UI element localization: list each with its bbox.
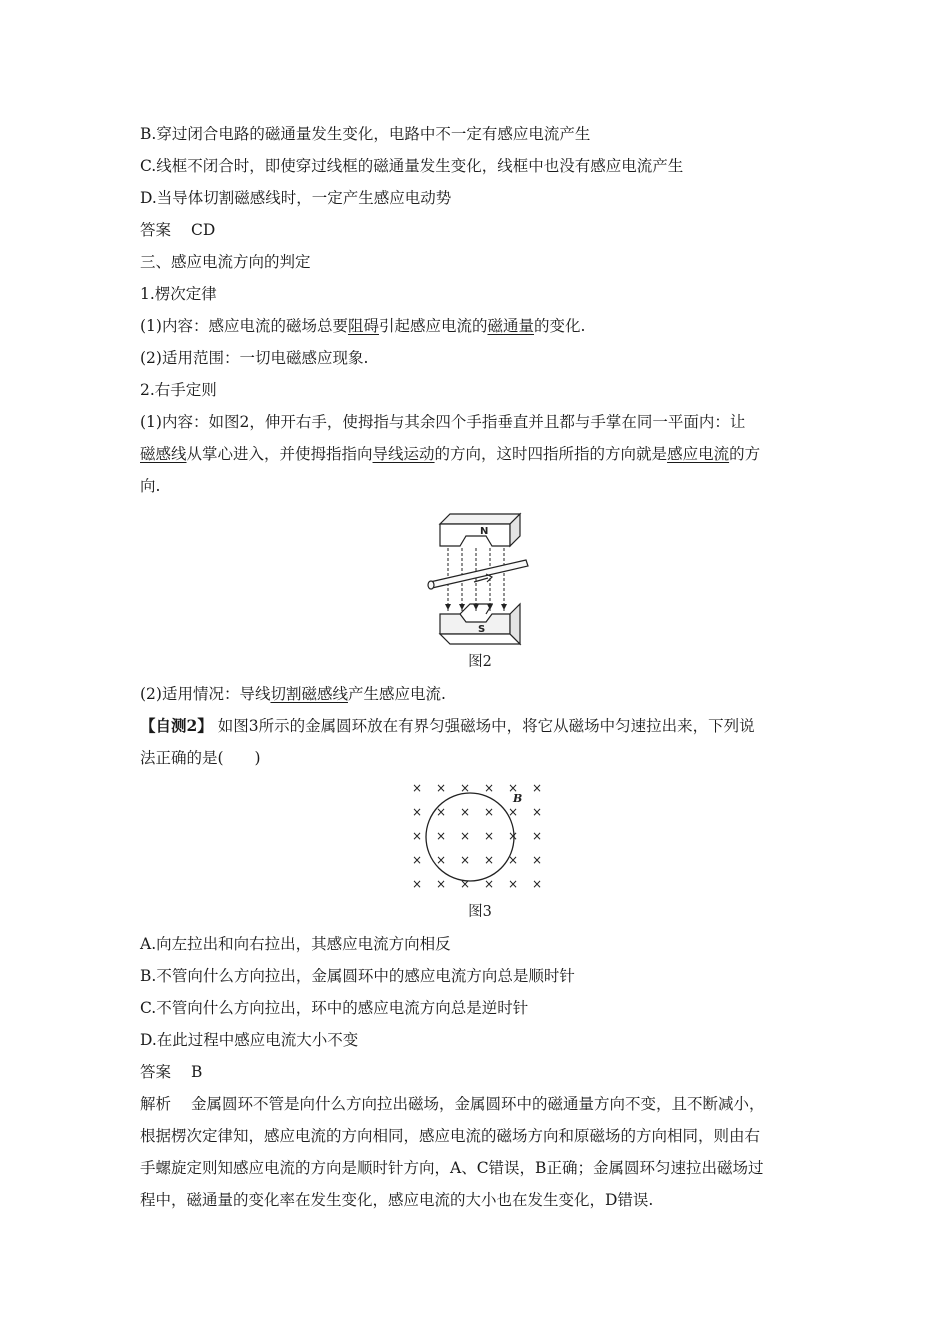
field-cross-mark: × [460,853,471,867]
underlined-term: 磁通量 [487,317,535,335]
field-cross-mark: × [436,805,447,819]
underlined-term: 阻碍 [347,317,379,335]
magnet-conductor-diagram [140,510,820,646]
q1-answer [140,214,820,246]
right-hand-content-line1: (1)内容：如图2，伸开右手，使拇指与其余四个手指垂直并且都与手掌在同一平面内：让 [140,413,746,431]
text-segment: 产生感应电流. [347,685,446,703]
text-segment: 的方 [729,445,761,463]
figure-3 [140,778,820,896]
field-cross-mark: × [436,829,447,843]
field-cross-mark: × [508,829,519,843]
underlined-term: 导线运动 [372,445,435,463]
lenz-content [140,310,820,342]
field-cross-mark: × [412,829,423,843]
q2-option-d: D.在此过程中感应电流大小不变 [140,1031,359,1049]
text-segment: (2)适用情况：导线 [140,685,271,703]
field-cross-mark: × [532,829,543,843]
q2-option-a: A.向左拉出和向右拉出，其感应电流方向相反 [140,935,451,953]
field-cross-mark: × [484,829,495,843]
q2-answer [140,1056,820,1088]
figure-3-caption: 图3 [468,904,492,920]
answer-label: 答案 [140,221,172,239]
field-cross-mark: × [508,781,519,795]
figure-2-caption: 图2 [468,654,492,670]
q2-stem-line1 [140,710,820,742]
ring-field-diagram [140,778,820,896]
pole-n-label: N [480,526,489,537]
document-page [140,118,820,1216]
field-cross-mark: × [412,853,423,867]
field-cross-mark: × [412,877,423,891]
underlined-term: 磁感线 [140,445,187,463]
q2-analysis-line1 [140,1088,820,1120]
field-cross-mark: × [532,805,543,819]
field-cross-mark: × [532,877,543,891]
field-cross-mark: × [412,805,423,819]
question-tag: 【自测2】 [140,716,213,735]
answer-label: 答案 [140,1063,172,1081]
field-cross-mark: × [508,853,519,867]
q1-option-d: D.当导体切割磁感线时，一定产生感应电动势 [140,189,452,207]
field-cross-mark: × [484,781,495,795]
field-cross-mark: × [460,781,471,795]
q2-analysis-line2: 根据楞次定律知，感应电流的方向相同，感应电流的磁场方向和原磁场的方向相同，则由右 [140,1127,761,1145]
figure-2 [140,510,820,646]
lenz-title: 1.楞次定律 [140,285,217,303]
q2-stem-line2: 法正确的是( ) [140,749,261,767]
lenz-scope: (2)适用范围：一切电磁感应现象. [140,349,369,367]
text-segment: 引起感应电流的 [378,317,488,335]
analysis-label: 解析 [140,1095,172,1113]
field-cross-mark: × [460,829,471,843]
field-cross-mark: × [460,805,471,819]
field-cross-marks [412,781,542,891]
q2-analysis-line3: 手螺旋定则知感应电流的方向是顺时针方向，A、C错误，B正确；金属圆环匀速拉出磁场过 [140,1159,764,1177]
answer-value: CD [191,221,216,239]
q2-option-b: B.不管向什么方向拉出，金属圆环中的感应电流方向总是顺时针 [140,967,575,985]
underlined-term: 切割磁感线 [270,685,348,703]
right-hand-content-line3: 向. [140,477,161,495]
section-3-title: 三、感应电流方向的判定 [140,253,311,271]
pole-s-label: S [478,624,486,635]
field-cross-mark: × [508,805,519,819]
right-hand-content-line2 [140,438,820,470]
text-segment: (1)内容：感应电流的磁场总要 [140,317,348,335]
question-stem: 如图3所示的金属圆环放在有界匀强磁场中，将它从磁场中匀速拉出来，下列说 [212,717,755,735]
field-cross-mark: × [436,877,447,891]
field-b-label: B [513,792,523,805]
field-cross-mark: × [412,781,423,795]
q2-option-c: C.不管向什么方向拉出，环中的感应电流方向总是逆时针 [140,999,529,1017]
field-cross-mark: × [484,877,495,891]
field-cross-mark: × [484,853,495,867]
underlined-term: 感应电流 [667,445,730,463]
field-cross-mark: × [532,853,543,867]
field-cross-mark: × [484,805,495,819]
q1-option-c: C.线框不闭合时，即使穿过线框的磁通量发生变化，线框中也没有感应电流产生 [140,157,684,175]
answer-value: B [191,1063,203,1081]
text-segment: 从掌心进入，并使拇指指向 [186,445,373,463]
q1-option-b: B.穿过闭合电路的磁通量发生变化，电路中不一定有感应电流产生 [140,125,591,143]
right-hand-title: 2.右手定则 [140,381,217,399]
field-cross-mark: × [436,853,447,867]
right-hand-usage [140,678,820,710]
q2-analysis-line4: 程中，磁通量的变化率在发生变化，感应电流的大小也在发生变化，D错误. [140,1191,654,1209]
field-cross-mark: × [460,877,471,891]
field-cross-mark: × [508,877,519,891]
text-segment: 的变化. [534,317,586,335]
analysis-text: 金属圆环不管是向什么方向拉出磁场，金属圆环中的磁通量方向不变，且不断减小， [191,1095,765,1113]
field-cross-mark: × [436,781,447,795]
field-cross-mark: × [532,781,543,795]
text-segment: 的方向，这时四指所指的方向就是 [434,445,668,463]
